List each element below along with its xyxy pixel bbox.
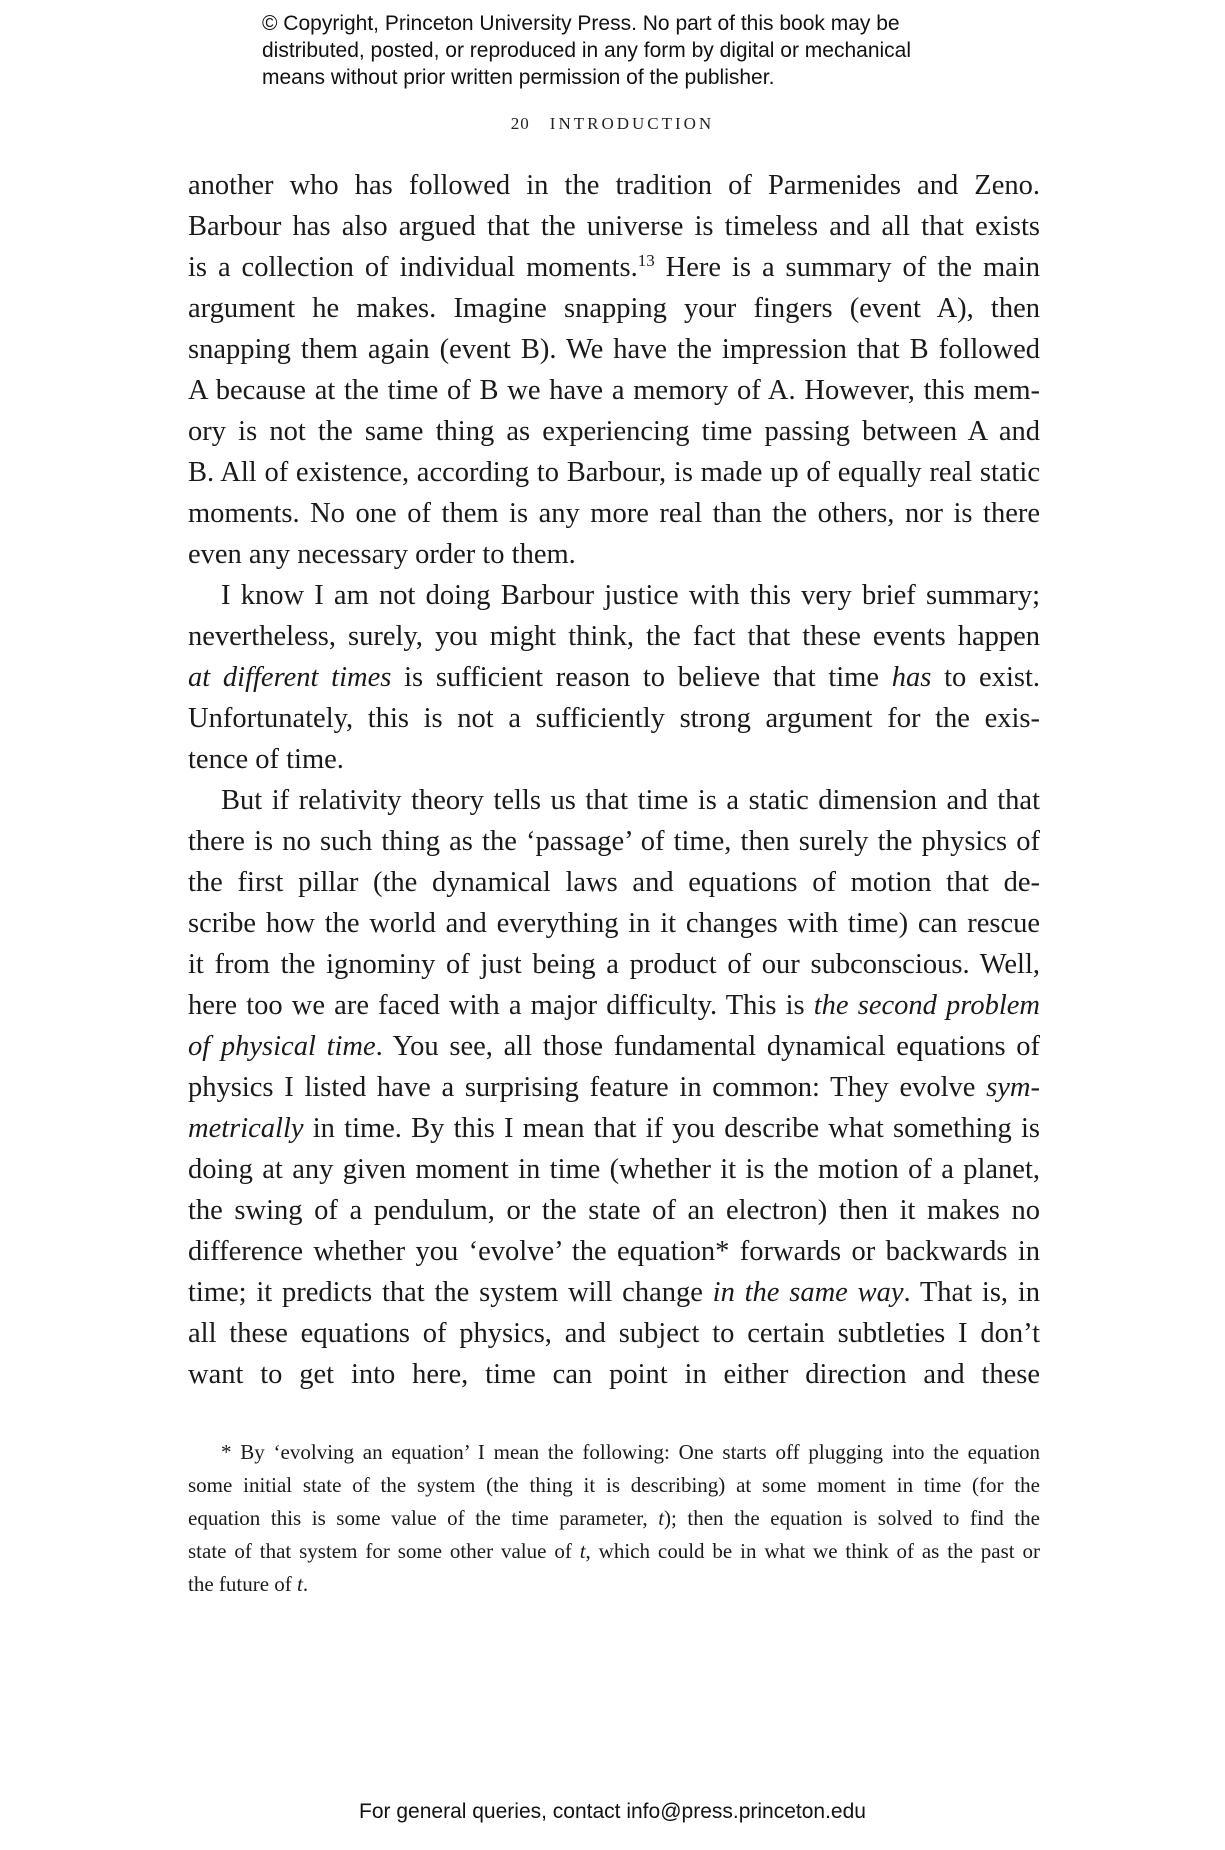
text-line: doing at any given moment in time (whether it is the motion of a planet, bbox=[188, 1154, 1040, 1185]
text-line: there is no such thing as the ‘passage’ of time, then surely the physics of bbox=[188, 826, 1040, 857]
emphasis: metrically bbox=[188, 1113, 304, 1144]
text-segment: ); then the equation is solved to find the bbox=[664, 1506, 1040, 1530]
emphasis: has bbox=[891, 662, 932, 693]
section-title: INTRODUCTION bbox=[549, 114, 715, 133]
paragraph-2 bbox=[188, 575, 1040, 780]
text-line: want to get into here, time can point in either direction and these bbox=[188, 1359, 1040, 1390]
endnote-marker: 13 bbox=[637, 251, 655, 270]
text-segment: in time. By this I mean that if you describe what something is bbox=[303, 1113, 1040, 1144]
text-segment: . bbox=[302, 1572, 309, 1596]
text-line: nevertheless, surely, you might think, the fact that these events happen bbox=[188, 621, 1040, 652]
footnote-line: some initial state of the system (the thing it is describing) at some moment in time (for the bbox=[188, 1473, 1040, 1497]
emphasis: the second problem bbox=[813, 990, 1040, 1021]
text-line: snapping them again (event B). We have the impression that B followed bbox=[188, 334, 1040, 365]
text-line: Barbour has also argued that the universe is timeless and all that exists bbox=[188, 211, 1040, 242]
emphasis: t bbox=[297, 1572, 303, 1596]
text-segment: physics I listed have a surprising feature in common: They evolve bbox=[188, 1072, 987, 1103]
paragraph-3 bbox=[188, 780, 1040, 1395]
copyright-line: © Copyright, Princeton University Press. No part of this book may be bbox=[262, 12, 900, 35]
text-segment: time; it predicts that the system will change bbox=[188, 1277, 713, 1308]
running-head bbox=[0, 114, 1225, 134]
text-segment: , which could be in what we think of as the past or bbox=[585, 1539, 1040, 1563]
text-line bbox=[188, 1067, 1040, 1108]
text-line: another who has followed in the tradition of Parmenides and Zeno. bbox=[188, 170, 1040, 201]
text-line: scribe how the world and everything in it changes with time) can rescue bbox=[188, 908, 1040, 939]
text-line: B. All of existence, according to Barbour, is made up of equally real static bbox=[188, 457, 1040, 488]
contact-note: For general queries, contact info@press.princeton.edu bbox=[359, 1800, 866, 1823]
page-number: 20 bbox=[510, 114, 530, 133]
paragraph-1 bbox=[188, 165, 1040, 575]
text-line: A because at the time of B we have a memory of A. However, this mem- bbox=[188, 375, 1040, 406]
text-line bbox=[188, 1272, 1040, 1313]
footnote-line bbox=[188, 1502, 1040, 1535]
text-line: I know I am not doing Barbour justice with this very brief summary; bbox=[221, 580, 1040, 611]
text-segment: . You see, all those fundamental dynamical equations of bbox=[375, 1031, 1040, 1062]
footnote-line bbox=[188, 1535, 1040, 1568]
text-line: Unfortunately, this is not a sufficiently strong argument for the exis- bbox=[188, 703, 1040, 734]
emphasis: sym- bbox=[986, 1072, 1040, 1103]
text-line bbox=[188, 247, 1040, 288]
text-line bbox=[188, 1108, 1040, 1149]
text-line: it from the ignominy of just being a product of our subconscious. Well, bbox=[188, 949, 1040, 980]
emphasis: in the same way bbox=[712, 1277, 904, 1308]
text-segment: the future of bbox=[188, 1572, 298, 1596]
text-line: But if relativity theory tells us that time is a static dimension and that bbox=[221, 785, 1040, 816]
copyright-line: distributed, posted, or reproduced in any form by digital or mechanical bbox=[262, 39, 912, 62]
text-segment: equation this is some value of the time parameter, bbox=[188, 1506, 659, 1530]
text-segment: to exist. bbox=[931, 662, 1040, 693]
text-line: all these equations of physics, and subject to certain subtleties I don’t bbox=[188, 1318, 1040, 1349]
emphasis: of physical time bbox=[188, 1031, 376, 1062]
text-line: moments. No one of them is any more real than the others, nor is there bbox=[188, 498, 1040, 529]
text-line: argument he makes. Imagine snapping your fingers (event A), then bbox=[188, 293, 1040, 324]
text-segment: is sufficient reason to believe that time bbox=[391, 662, 892, 693]
text-line: the first pillar (the dynamical laws and equations of motion that de- bbox=[188, 867, 1040, 898]
text-line: even any necessary order to them. bbox=[188, 539, 576, 570]
footnote bbox=[188, 1436, 1040, 1601]
body-text bbox=[188, 165, 1040, 1395]
text-line: tence of time. bbox=[188, 744, 344, 775]
copyright-notice bbox=[262, 10, 1022, 91]
text-segment: here too we are faced with a major difficulty. This is bbox=[188, 990, 814, 1021]
text-segment: state of that system for some other value of bbox=[188, 1539, 580, 1563]
text-line bbox=[188, 657, 1040, 698]
text-line bbox=[188, 985, 1040, 1026]
emphasis: at different times bbox=[188, 662, 392, 693]
footnote-line: * By ‘evolving an equation’ I mean the following: One starts off plugging into the equation bbox=[221, 1440, 1040, 1464]
text-line bbox=[188, 1026, 1040, 1067]
text-segment: Here is a summary of the main bbox=[654, 252, 1040, 283]
copyright-line: means without prior written permission of the publisher. bbox=[262, 66, 775, 89]
emphasis: t bbox=[658, 1506, 665, 1530]
text-line: ory is not the same thing as experiencing time passing between A and bbox=[188, 416, 1040, 447]
emphasis: t bbox=[579, 1539, 586, 1563]
footnote-line bbox=[188, 1568, 1040, 1601]
text-line: the swing of a pendulum, or the state of an electron) then it makes no bbox=[188, 1195, 1040, 1226]
text-line: difference whether you ‘evolve’ the equation* forwards or backwards in bbox=[188, 1236, 1040, 1267]
text-segment: is a collection of individual moments. bbox=[188, 252, 638, 283]
text-segment: . That is, in bbox=[903, 1277, 1040, 1308]
